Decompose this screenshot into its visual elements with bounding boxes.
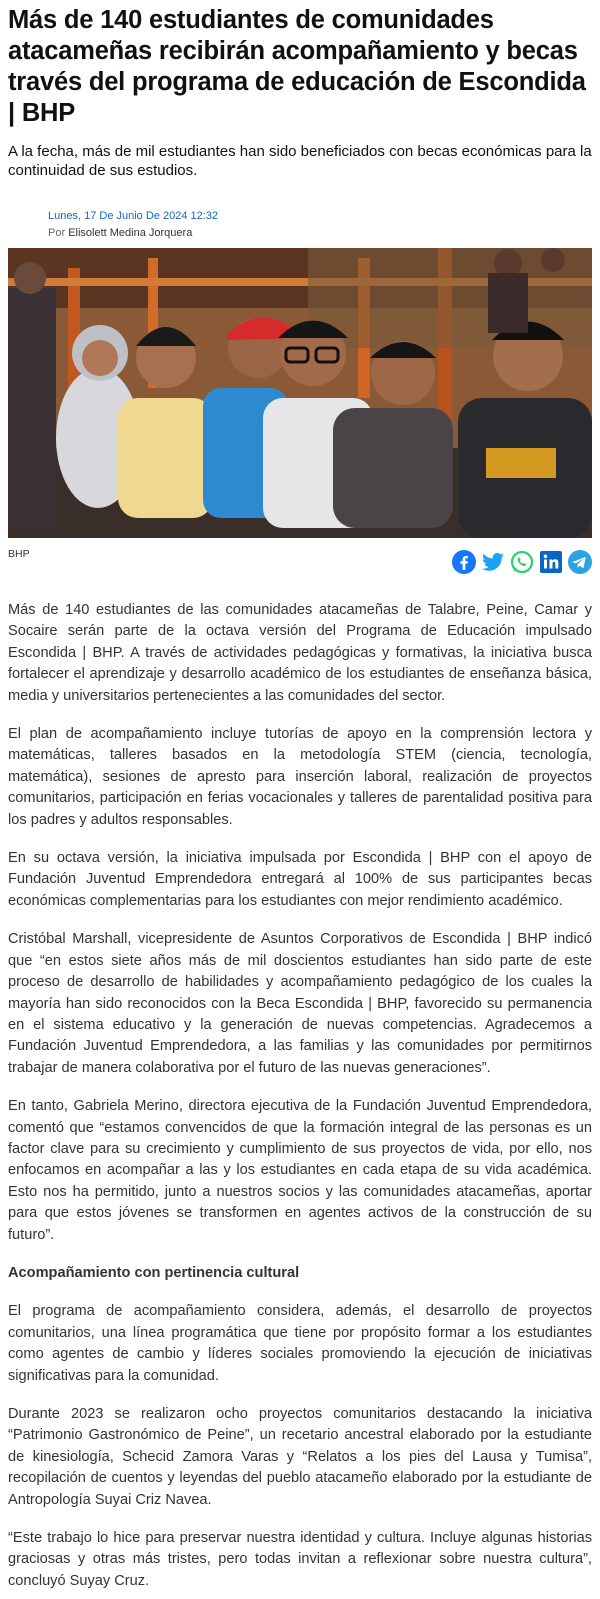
image-meta-row — [8, 544, 592, 584]
paragraph: Cristóbal Marshall, vicepresidente de Asuntos Corporativos de Escondida | BHP indicó que “en estos siete años más de mil doscientos estudiantes han sido parte de este proceso de desarrollo de habilidades y acompañamiento pedagógico de los cuales la mayoría han sido reconocidos con la Beca Escondida | BHP, favorecido su permanencia en el sistema educativo y la generación de nuevas competencias. Agradecemos a Fundación Juventud Emprendedora, a las familias y las comunidades por permitirnos trabajar de manera colaborativa por el futuro de las nuevas generaciones”. — [8, 931, 592, 1076]
author-label: Por — [48, 227, 66, 239]
whatsapp-share-button[interactable] — [510, 550, 534, 574]
telegram-share-button[interactable] — [568, 550, 592, 574]
twitter-share-button[interactable] — [481, 550, 505, 574]
publish-date: Lunes, 17 De Junio De 2024 12:32 — [48, 210, 219, 222]
author-row — [48, 225, 592, 242]
hero-illustration — [8, 248, 592, 538]
linkedin-share-button[interactable] — [539, 550, 563, 574]
twitter-icon — [481, 550, 505, 574]
paragraph: El plan de acompañamiento incluye tutorías de apoyo en la comprensión lectora y matemáticas, talleres basados en la metodología STEM (ciencia, tecnología, matemática), sesiones de apresto para inserción laboral, realización de proyectos comunitarios, participación en ferias vocacionales y talleres de parentalidad positiva para los padres y adultos responsables. — [8, 726, 592, 828]
paragraph: El programa de acompañamiento considera, además, el desarrollo de proyectos comunitarios, una línea programática que tiene por propósito formar a los estudiantes como agentes de cambio y líderes sociales promoviendo la ejecución de iniciativas significativas para la comunidad. — [8, 1303, 592, 1384]
share-buttons — [452, 550, 592, 574]
paragraph: “Este trabajo lo hice para preservar nuestra identidad y cultura. Incluye algunas historias graciosas y otras más tristes, pero todas invitan a reflexionar sobre nuestra cultura”, concluyó Suyay Cruz. — [8, 1530, 592, 1589]
paragraph: En su octava versión, la iniciativa impulsada por Escondida | BHP con el apoyo de Fundación Juventud Emprendedora entregará al 100% de sus participantes becas económicas complementarias para los estudiantes con mejor rendimiento académico. — [8, 850, 592, 909]
article-body — [8, 600, 592, 1592]
byline — [8, 208, 592, 242]
article-subtitle: A la fecha, más de mil estudiantes han sido beneficiados con becas económicas para la continuidad de sus estudios. — [8, 143, 592, 179]
image-credit: BHP — [8, 548, 30, 560]
facebook-icon — [452, 550, 476, 574]
article-title: Más de 140 estudiantes de comunidades atacameñas recibirán acompañamiento y becas través del programa de educación de Escondida | BHP — [8, 6, 586, 127]
paragraph: En tanto, Gabriela Merino, directora ejecutiva de la Fundación Juventud Emprendedora, comentó que “estamos convencidos de que la formación integral de las personas es un factor clave para su crecimiento y cumplimiento de sus proyectos de vida, por ello, nos enfocamos en acompañar a las y los estudiantes en cada etapa de su vida académica. Esto nos ha permitido, junto a nuestros socios y las comunidades atacameñas, aportar para que estos jóvenes se transformen en agentes activos de la construcción de su futuro”. — [8, 1098, 592, 1243]
facebook-share-button[interactable] — [452, 550, 476, 574]
section-subheading: Acompañamiento con pertinencia cultural — [8, 1264, 300, 1281]
linkedin-icon — [539, 550, 563, 574]
whatsapp-icon — [510, 550, 534, 574]
paragraph: Durante 2023 se realizaron ocho proyectos comunitarios destacando la iniciativa “Patrimonio Gastronómico de Peine”, un recetario ancestral elaborado por la estudiante de kinesiología, Schecid Zamora Varas y “Relatos a los pies del Lausa y Tumisa”, recopilación de cuentos y leyendas del pueblo atacameño elaborado por la estudiante de Antropología Suyai Criz Navea. — [8, 1406, 592, 1508]
author-name[interactable]: Elisolett Medina Jorquera — [68, 227, 193, 239]
paragraph: Más de 140 estudiantes de las comunidades atacameñas de Talabre, Peine, Camar y Socaire serán parte de la octava versión del Programa de Educación impulsado Escondida | BHP. A través de actividades pedagógicas y formativas, la iniciativa busca fortalecer el aprendizaje y desarrollo académico de los estudiantes de enseñanza básica, media y universitarios pertenecientes a las comunidades del sector. — [8, 602, 592, 704]
telegram-icon — [568, 550, 592, 574]
hero-image — [8, 248, 592, 538]
